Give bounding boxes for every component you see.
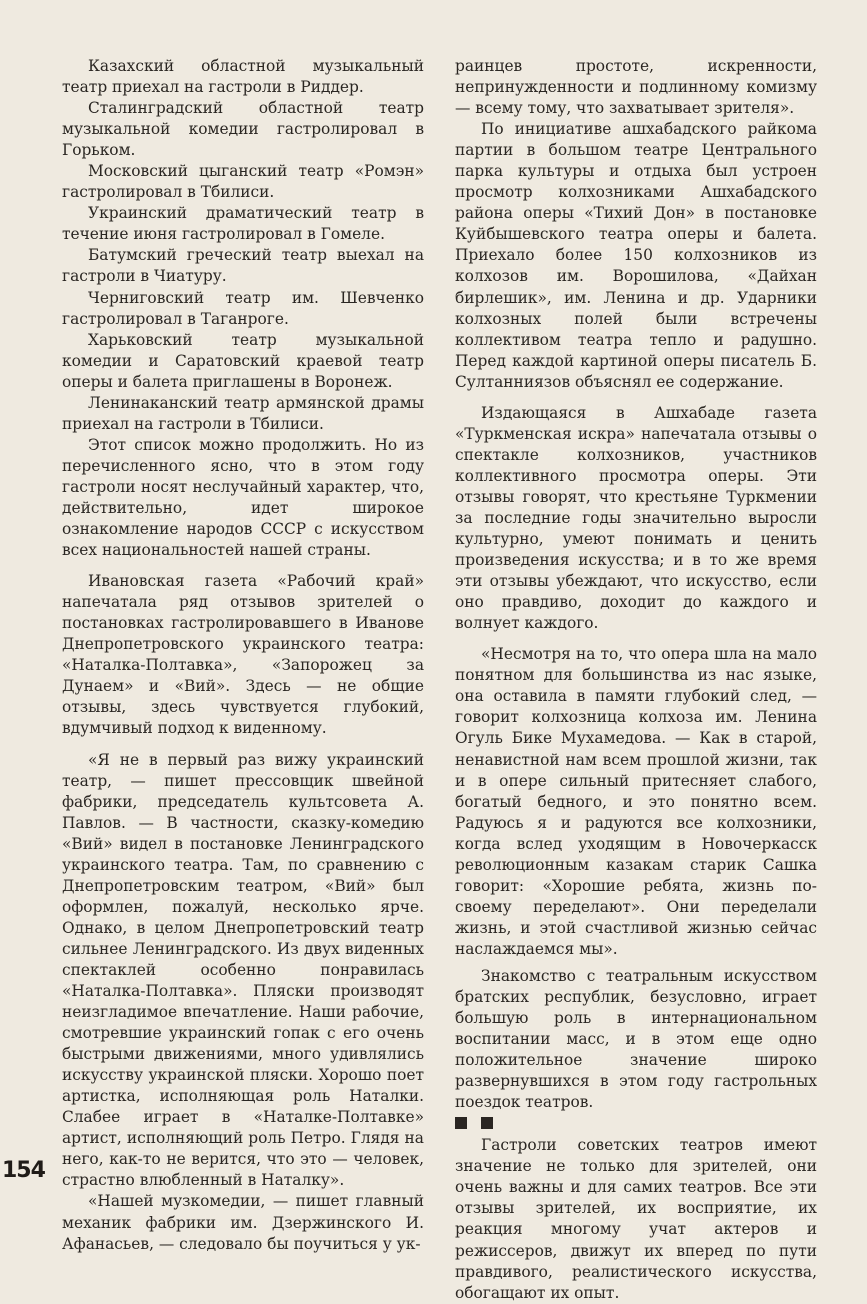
paragraph: Этот список можно продолжить. Но из перечисленного ясно, что в этом году гастроли носят неслучайный характер, что, действительно, идет широкое ознакомление народов СССР с искусством всех национальностей нашей страны.	[62, 435, 424, 560]
paragraph: раинцев простоте, искренности, непринужденности и подлинному комизму — всему тому, что захватывает зрителя».	[455, 57, 817, 118]
paragraph: По инициативе ашхабадского райкома партии в большом театре Центрального парка культуры и отдыха был устроен просмотр колхозниками Ашхабадского района оперы «Тихий Дон» в постановке Куйбышевского театра оперы и балета. Приехало более 150 колхозников из колхозов им. Ворошилова, «Дайхан бирлешик», им. Ленина и др. Ударники колхозных полей были встречены коллективом театра тепло и радушно. Перед каждой картиной оперы писатель Б. Султанниязов объяснял ее содержание.	[455, 120, 817, 391]
square-ornament-icon	[481, 1117, 493, 1129]
paragraph: Казахский областной музыкальный театр приехал на гастроли в Риддер.	[62, 57, 424, 97]
paragraph: «Несмотря на то, что опера шла на мало понятном для большинства из нас языке, она оставила в памяти глубокий след, — говорит колхозница колхоза им. Ленина Огуль Бике Мухамедова. — Как в старой, ненавистной нам всем прошлой жизни, так и в опере сильный притесняет слабого, богатый бедного, и это понятно всем. Радуюсь я и радуются все колхозники, когда вслед уходящим в Новочеркасск революционным казакам старик Сашка говорит: «Хорошие ребята, жизнь по-своему переделают». Они переделали жизнь, и этой счастливой жизнью сейчас наслаждаемся мы».	[455, 645, 817, 958]
paragraph: Черниговский театр им. Шевченко гастролировал в Таганроге.	[62, 288, 424, 328]
paragraph: Ивановская газета «Рабочий край» напечатала ряд отзывов зрителей о постановках гастролировавшего в Иванове Днепропетровского украинского театра: «Наталка-Полтавка», «Запорожец за Дунаем» и «Вий». Здесь — не общие отзывы, здесь чувствуется глубокий, вдумчивый подход к виденному.	[62, 572, 424, 738]
paragraph: Сталинградский областной театр музыкальной комедии гастролировал в Горьком.	[62, 99, 424, 160]
section-break-marker	[455, 1117, 817, 1129]
paragraph: Ленинаканский театр армянской драмы приехал на гастроли в Тбилиси.	[62, 393, 424, 433]
paragraph: Украинский драматический театр в течение июня гастролировал в Гомеле.	[62, 204, 424, 244]
left-column	[62, 56, 424, 1255]
paragraph: Харьковский театр музыкальной комедии и Саратовский краевой театр оперы и балета приглашены в Воронеж.	[62, 330, 424, 391]
paragraph: Московский цыганский театр «Ромэн» гастролировал в Тбилиси.	[62, 162, 424, 202]
square-ornament-icon	[455, 1117, 467, 1129]
paragraph: Издающаяся в Ашхабаде газета «Туркменская искра» напечатала отзывы о спектакле колхозников, участников коллективного просмотра оперы. Эти отзывы говорят, что крестьяне Туркмении за последние годы значительно выросли культурно, умеют понимать и ценить произведения искусства; и в то же время эти отзывы убеждают, что искусство, если оно правдиво, доходит до каждого и волнует каждого.	[455, 403, 817, 633]
right-column	[455, 56, 817, 1304]
paragraph: Гастроли советских театров имеют значение не только для зрителей, они очень важны и для самих театров. Все эти отзывы зрителей, их восприятие, их реакция многому учат актеров и режиссеров, движут их вперед по пути правдивого, реалистического искусства, обогащают их опыт.	[455, 1136, 817, 1302]
page-number: 154	[2, 1158, 45, 1183]
paragraph: «Нашей музкомедии, — пишет главный механик фабрики им. Дзержинского И. Афанасьев, — следовало бы поучиться у ук-	[62, 1192, 424, 1253]
paragraph: Батумский греческий театр выехал на гастроли в Чиатуру.	[62, 246, 424, 286]
paragraph: Знакомство с театральным искусством братских республик, безусловно, играет большую роль в интернациональном воспитании масс, и в этом еще одно положительное значение широко развернувшихся в этом году гастрольных поездок театров.	[455, 966, 817, 1112]
paragraph: «Я не в первый раз вижу украинский театр, — пишет прессовщик швейной фабрики, председатель культсовета А. Павлов. — В частности, сказку-комедию «Вий» видел в постановке Ленинградского украинского театра. Там, по сравнению с Днепропетровским театром, «Вий» был оформлен, пожалуй, несколько ярче. Однако, в целом Днепропетровский театр сильнее Ленинградского. Из двух виденных спектаклей особенно понравилась «Наталка-Полтавка». Пляски производят неизгладимое впечатление. Наши рабочие, смотревшие украинский гопак с его очень быстрыми движениями, много удивлялись искусству украинской пляски. Хорошо поет артистка, исполняющая роль Наталки. Слабее играет в «Наталке-Полтавке» артист, исполняющий роль Петро. Глядя на него, как-то не верится, что это — человек, страстно влюбленный в Наталку».	[62, 750, 424, 1190]
